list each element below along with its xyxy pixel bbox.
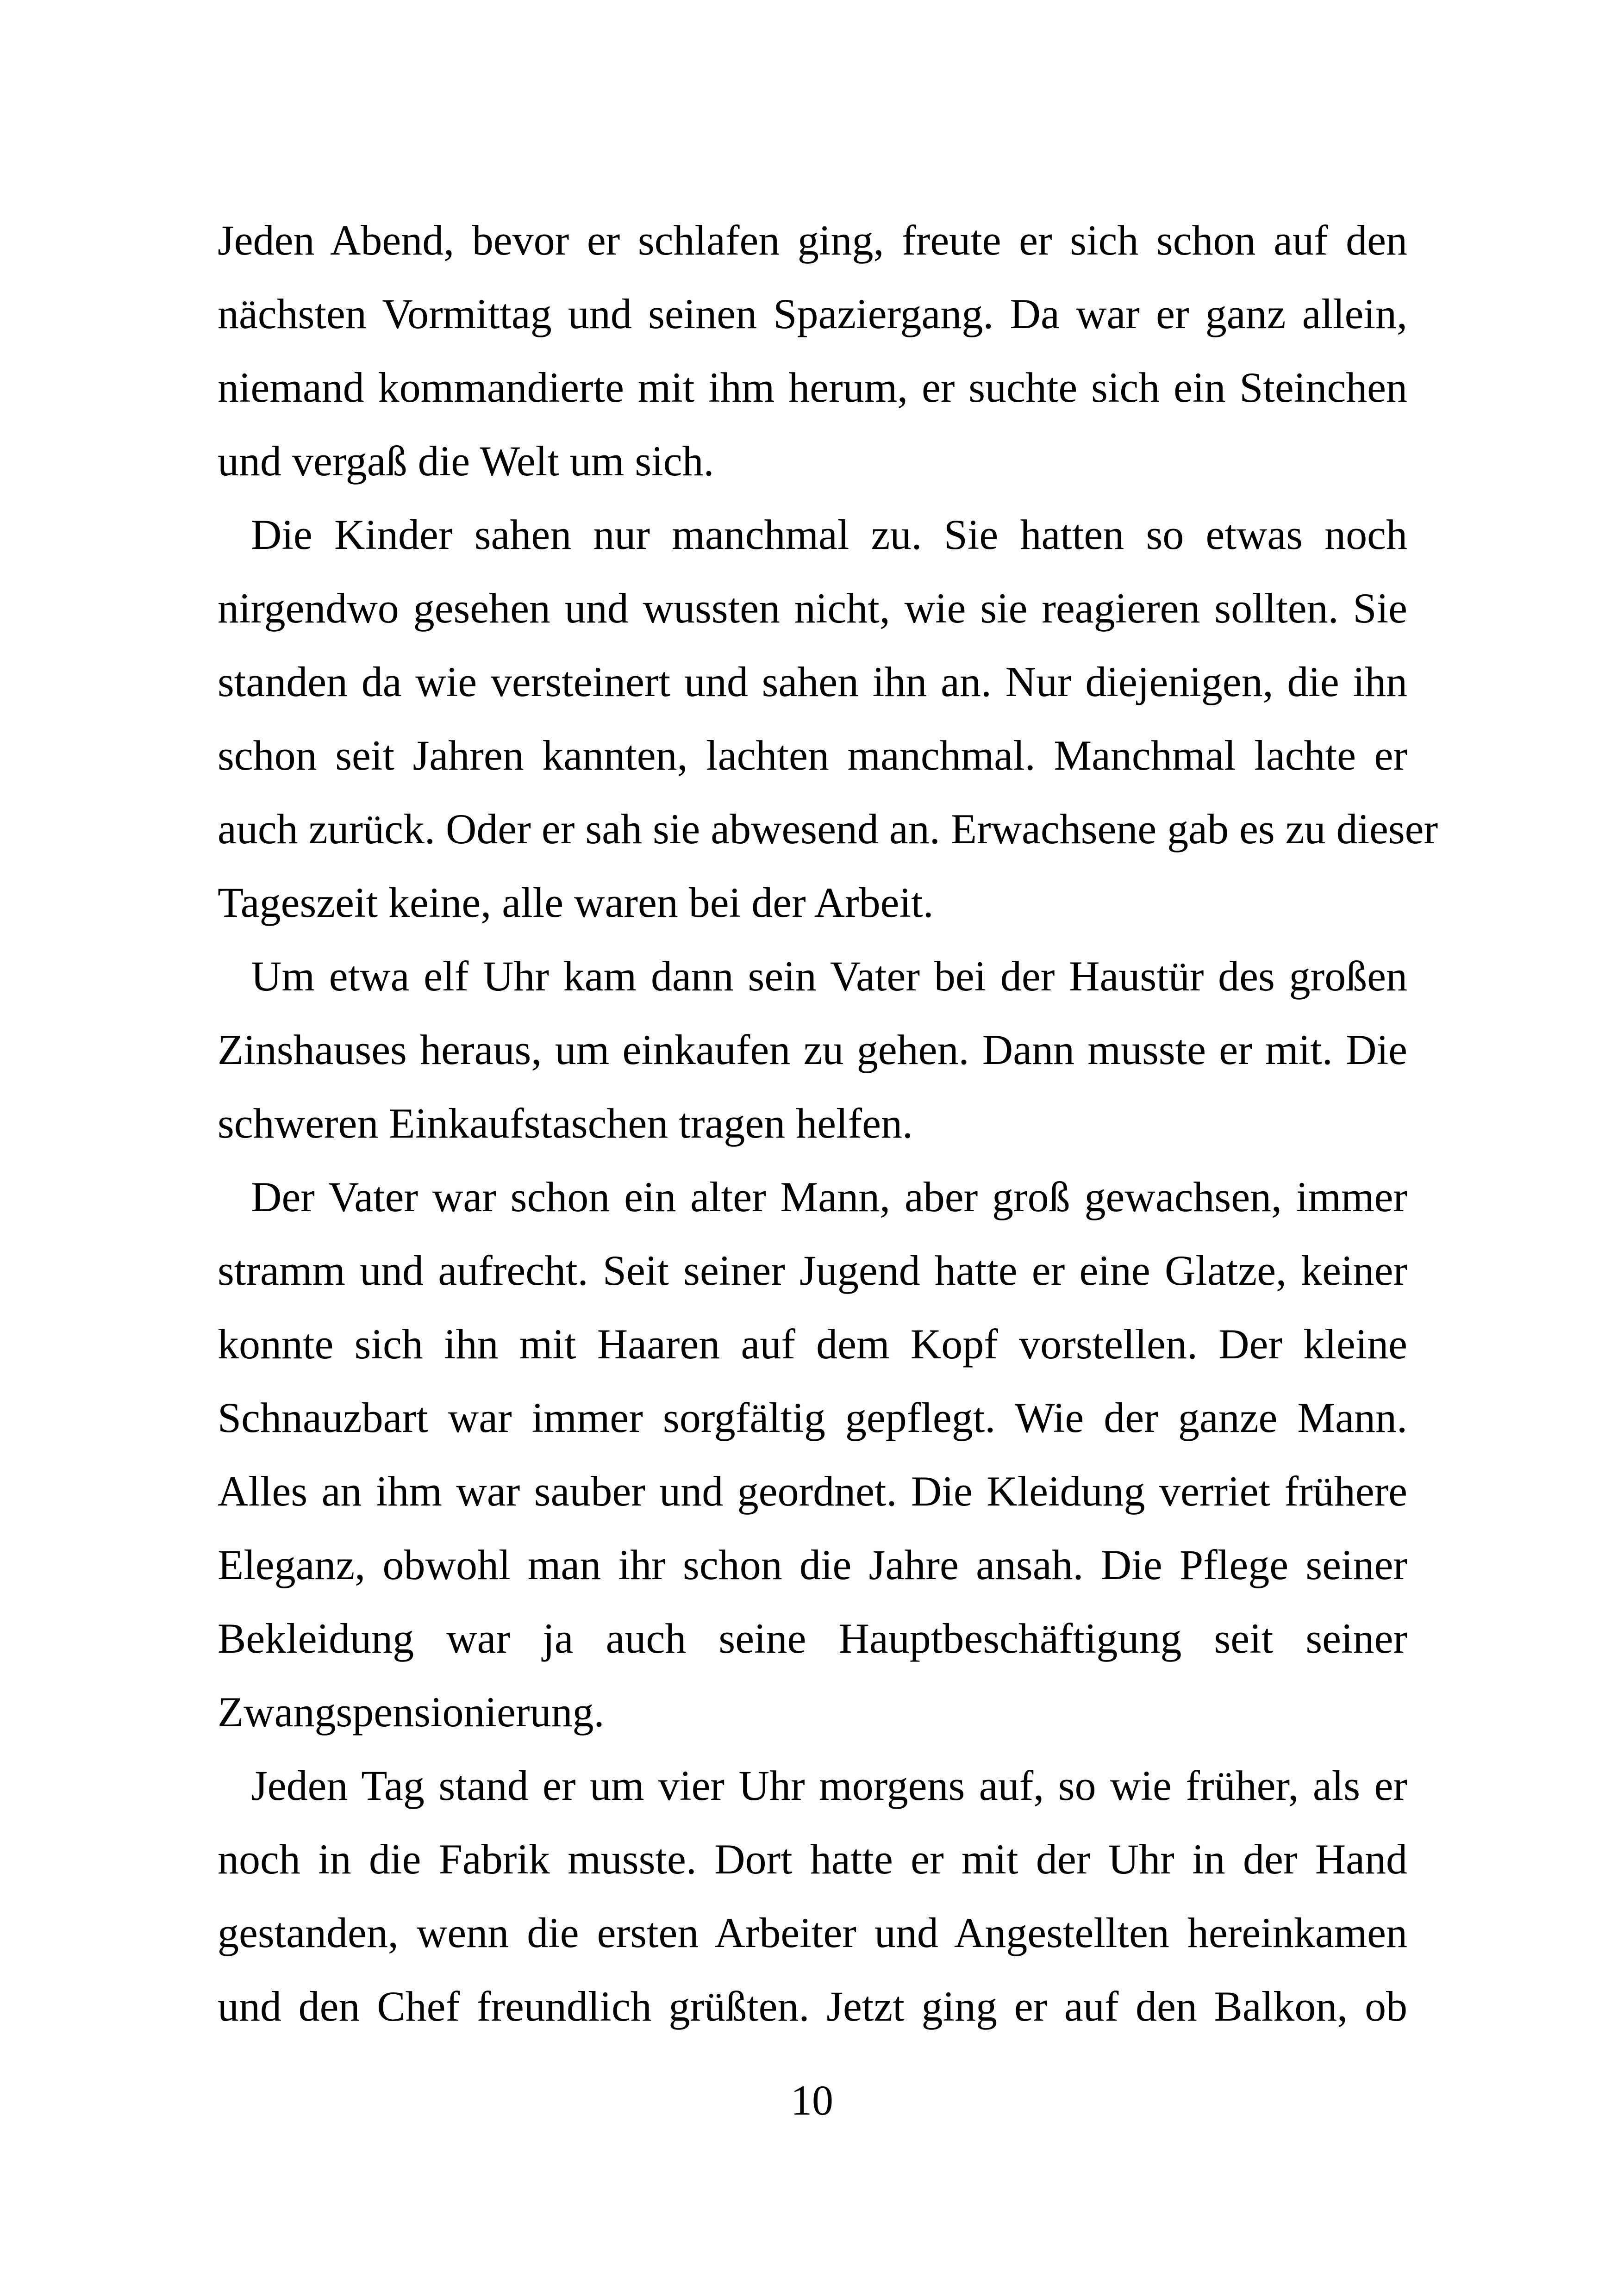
text-line: Zinshauses heraus, um einkaufen zu gehen. Dann musste er mit. Die (218, 1026, 1407, 1073)
text-line: Um etwa elf Uhr kam dann sein Vater bei der Haustür des großen (251, 952, 1407, 1000)
text-line: schweren Einkaufstaschen tragen helfen. (218, 1100, 913, 1147)
text-line: Schnauzbart war immer sorgfältig gepflegt. Wie der ganze Mann. (218, 1394, 1407, 1441)
text-line: und den Chef freundlich grüßten. Jetzt ging er auf den Balkon, ob (218, 1983, 1407, 2030)
text-line: auch zurück. Oder er sah sie abwesend an. Erwachsene gab es zu dieser (218, 805, 1438, 852)
text-line: Die Kinder sahen nur manchmal zu. Sie hatten so etwas noch (251, 511, 1407, 558)
text-line: niemand kommandierte mit ihm herum, er suchte sich ein Steinchen (218, 364, 1407, 411)
text-line: nirgendwo gesehen und wussten nicht, wie sie reagieren sollten. Sie (218, 585, 1407, 632)
text-line: Tageszeit keine, alle waren bei der Arbeit. (218, 879, 934, 926)
text-line: schon seit Jahren kannten, lachten manchmal. Manchmal lachte er (218, 732, 1407, 779)
text-line: konnte sich ihn mit Haaren auf dem Kopf vorstellen. Der kleine (218, 1320, 1407, 1368)
text-line: und vergaß die Welt um sich. (218, 437, 714, 485)
text-line: Jeden Abend, bevor er schlafen ging, freute er sich schon auf den (218, 217, 1407, 264)
text-line: standen da wie versteinert und sahen ihn an. Nur diejenigen, die ihn (218, 658, 1407, 705)
text-line: Der Vater war schon ein alter Mann, aber groß gewachsen, immer (251, 1173, 1407, 1220)
text-line: Eleganz, obwohl man ihr schon die Jahre ansah. Die Pflege seiner (218, 1541, 1407, 1588)
text-line: gestanden, wenn die ersten Arbeiter und Angestellten hereinkamen (218, 1909, 1407, 1956)
text-line: noch in die Fabrik musste. Dort hatte er mit der Uhr in der Hand (218, 1836, 1407, 1883)
text-line: Alles an ihm war sauber und geordnet. Die Kleidung verriet frühere (218, 1468, 1407, 1515)
text-line: Zwangspensionierung. (218, 1688, 605, 1736)
text-line: Jeden Tag stand er um vier Uhr morgens auf, so wie früher, als er (251, 1762, 1407, 1809)
body-text (218, 204, 1438, 2043)
text-line: nächsten Vormittag und seinen Spaziergang. Da war er ganz allein, (218, 290, 1407, 337)
text-line: stramm und aufrecht. Seit seiner Jugend hatte er eine Glatze, keiner (218, 1247, 1407, 1294)
page-number: 10 (791, 2077, 833, 2124)
text-line: Bekleidung war ja auch seine Hauptbeschäftigung seit seiner (218, 1615, 1407, 1662)
